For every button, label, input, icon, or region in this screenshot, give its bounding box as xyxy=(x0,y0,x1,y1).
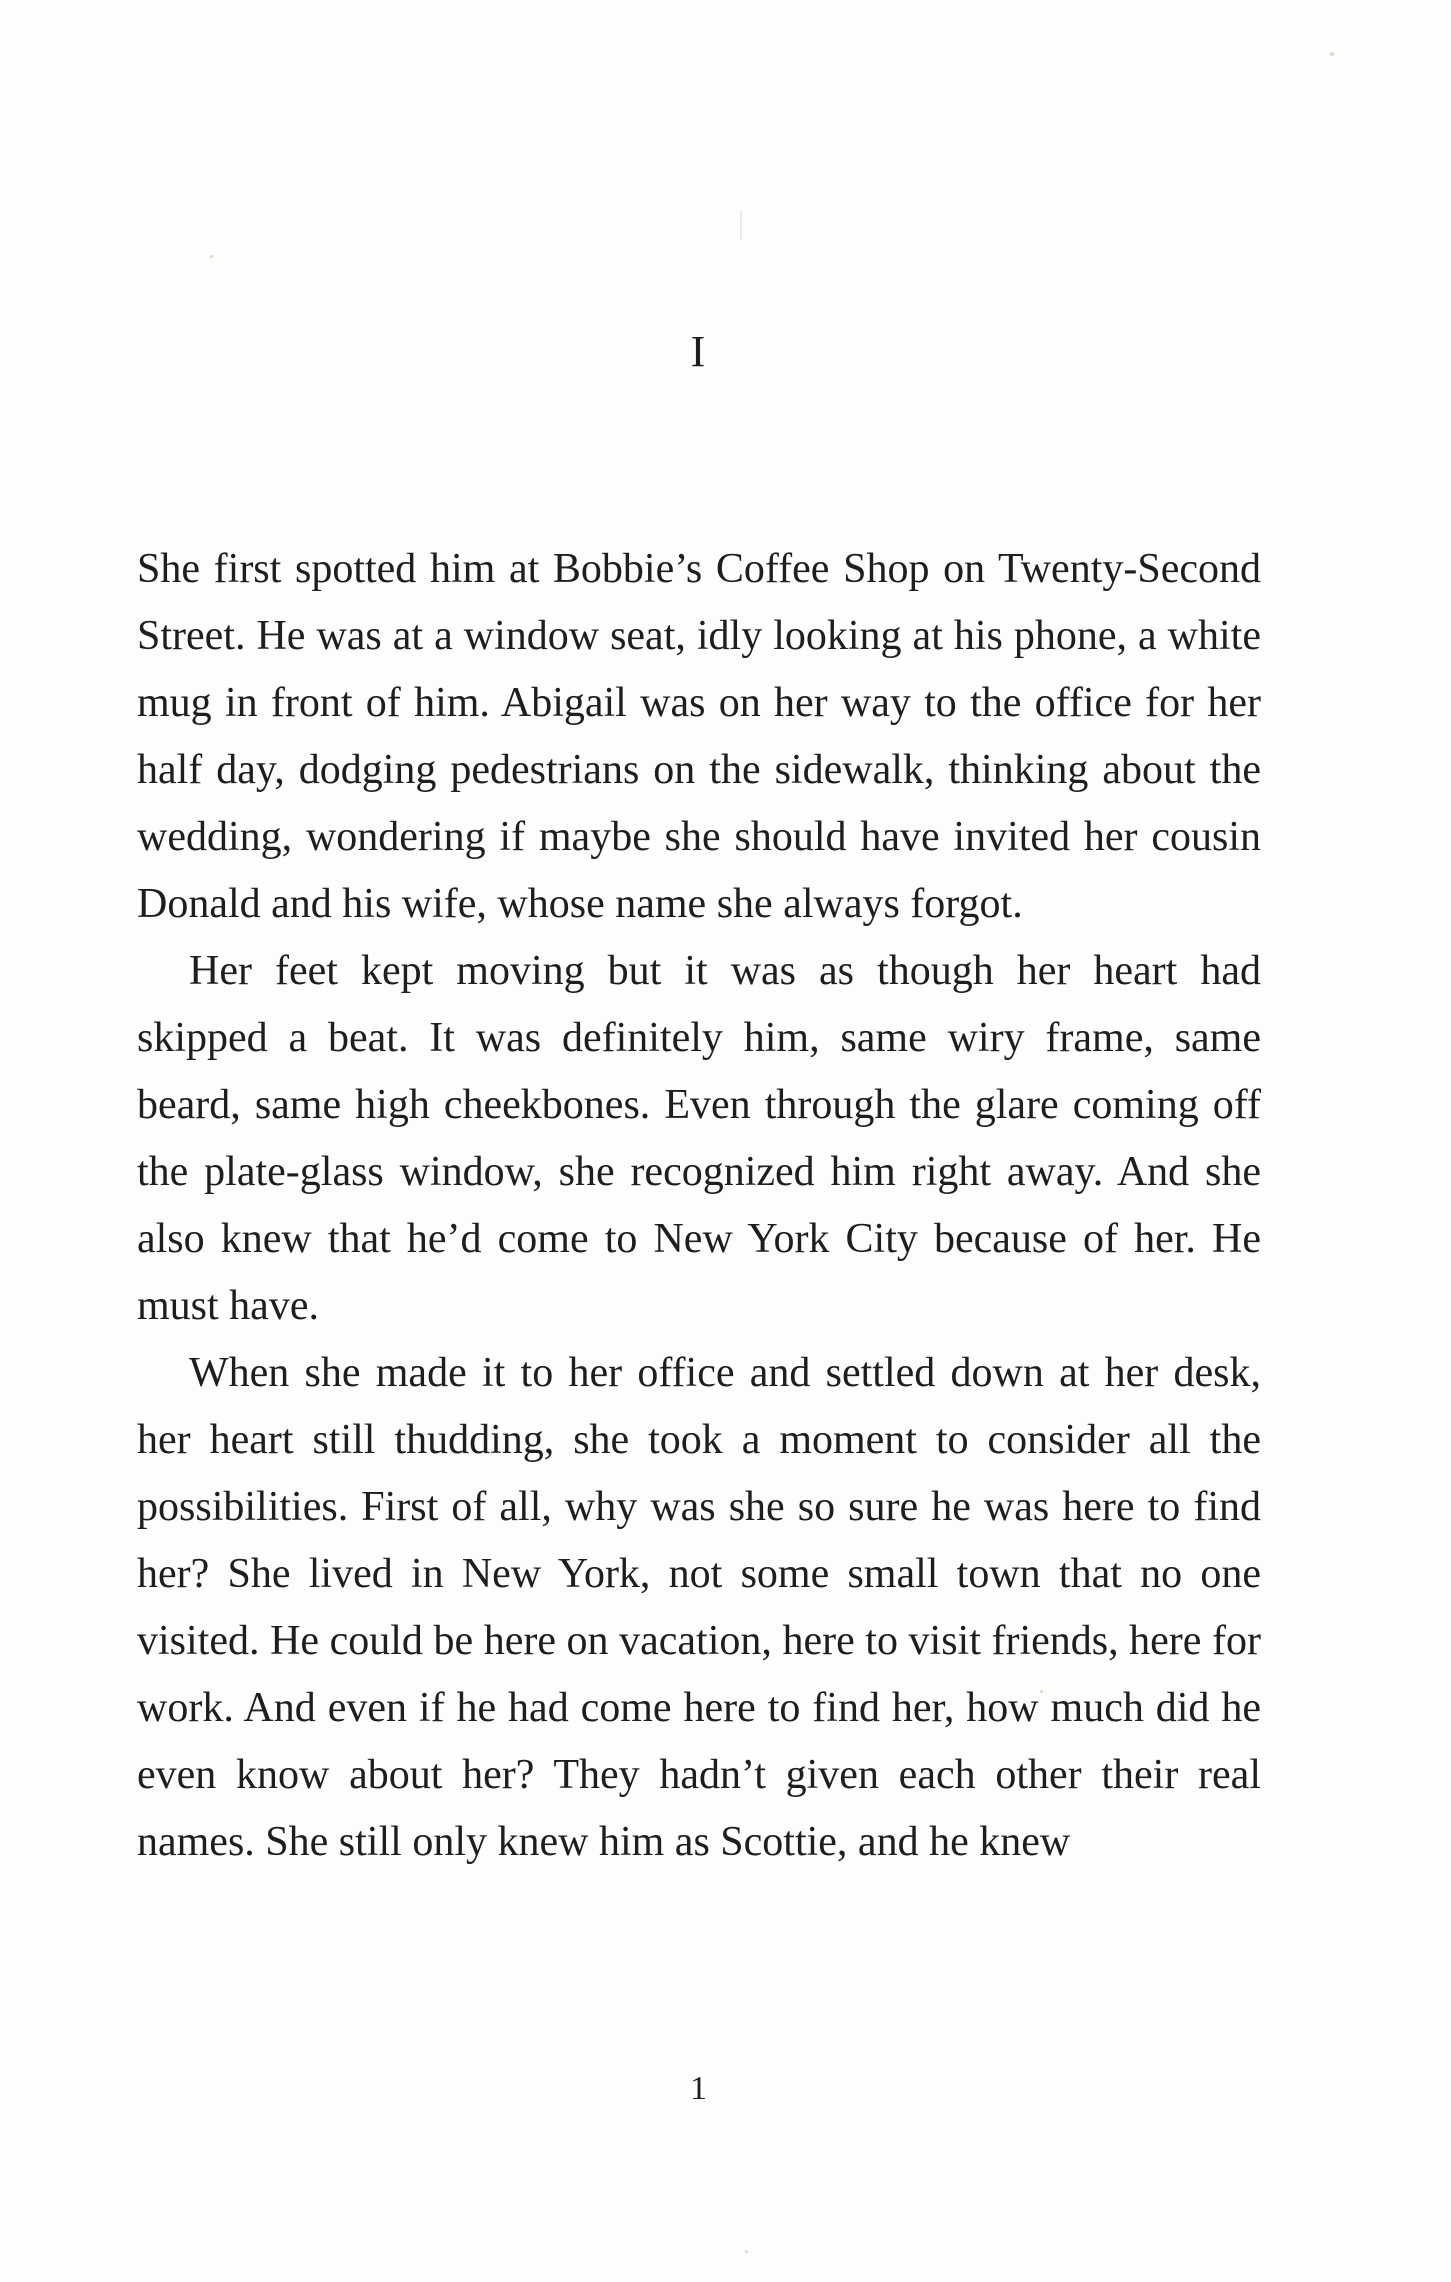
chapter-number: I xyxy=(690,327,707,376)
paragraph: She first spotted him at Bobbie’s Coffee Shop on Twenty-Second Street. He was at a window seat, idly looking at his phone, a white mug in front of him. Abigail was on her way to the office for her half day, dodging pedestrians on the sidewalk, thinking about the wedding, wondering if maybe she should have invited her cousin Donald and his wife, whose name she always forgot. xyxy=(137,546,1261,927)
chapter-body-text xyxy=(137,536,1261,1876)
paragraph: Her feet kept moving but it was as though her heart had skipped a beat. It was definitely him, same wiry frame, same beard, same high cheekbones. Even through the glare coming off the plate-glass window, she recognized him right away. And she also knew that he’d come to New York City because of her. He must have. xyxy=(137,948,1261,1329)
scan-speck xyxy=(210,255,213,258)
scan-speck xyxy=(745,2250,748,2253)
page-number: 1 xyxy=(690,2070,707,2107)
scan-speck xyxy=(740,210,742,240)
paragraph: When she made it to her office and settled down at her desk, her heart still thudding, she took a moment to consider all the possibilities. First of all, why was she so sure he was here to find her? She lived in New York, not some small town that no one visited. He could be here on vacation, here to visit friends, here for work. And even if he had come here to find her, how much did he even know about her? They hadn’t given each other their real names. She still only knew him as Scottie, and he knew xyxy=(137,1350,1261,1865)
scan-speck xyxy=(1330,52,1334,56)
